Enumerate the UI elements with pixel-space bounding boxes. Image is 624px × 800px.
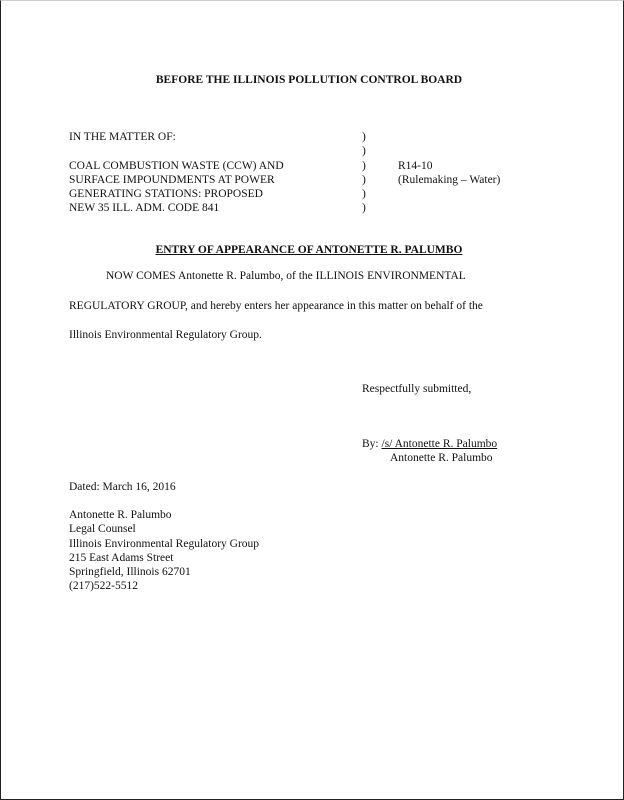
address-line: Legal Counsel	[69, 523, 136, 536]
caption-line: COAL COMBUSTION WASTE (CCW) AND	[69, 159, 284, 172]
caption-line: SURFACE IMPOUNDMENTS AT POWER	[69, 173, 275, 186]
caption-line	[69, 144, 284, 158]
body-line-2: REGULATORY GROUP, and hereby enters her appearance in this matter on behalf of the	[69, 300, 483, 312]
caption-paren: )	[362, 202, 366, 215]
caption-paren: )	[362, 159, 366, 172]
signature-by-label: By:	[362, 438, 382, 450]
dated-line: Dated: March 16, 2016	[69, 481, 176, 493]
caption-paren: )	[362, 173, 366, 186]
caption-line: IN THE MATTER OF:	[69, 131, 176, 143]
body-line-1: NOW COMES Antonette R. Palumbo, of the ILLINOIS ENVIRONMENTAL	[106, 270, 466, 282]
signature-name: Antonette R. Palumbo	[390, 452, 493, 464]
closing-text: Respectfully submitted,	[362, 383, 472, 395]
body-line-3: Illinois Environmental Regulatory Group.	[69, 329, 262, 341]
entry-heading: ENTRY OF APPEARANCE OF ANTONETTE R. PALUMBO	[155, 244, 463, 256]
caption-line: NEW 35 ILL. ADM. CODE 841	[69, 202, 220, 215]
caption-parentheses	[362, 130, 366, 216]
signature-block	[362, 437, 497, 451]
address-line: Springfield, Illinois 62701	[69, 566, 191, 579]
address-block	[69, 508, 259, 594]
caption-paren: )	[362, 188, 366, 201]
caption-paren: )	[362, 145, 366, 158]
caption-line: GENERATING STATIONS: PROPOSED	[69, 188, 263, 201]
document-title: BEFORE THE ILLINOIS POLLUTION CONTROL BOARD	[155, 74, 463, 86]
case-caption	[69, 130, 284, 216]
docket-type: (Rulemaking – Water)	[398, 174, 501, 187]
address-line: 215 East Adams Street	[69, 551, 174, 564]
docket-number: R14-10	[398, 160, 433, 172]
address-line: (217)522-5512	[69, 580, 138, 593]
caption-paren: )	[362, 131, 366, 143]
signature-line: /s/ Antonette R. Palumbo	[381, 438, 498, 450]
address-line: Antonette R. Palumbo	[69, 509, 172, 521]
docket-info	[398, 159, 500, 188]
address-line: Illinois Environmental Regulatory Group	[69, 537, 260, 550]
